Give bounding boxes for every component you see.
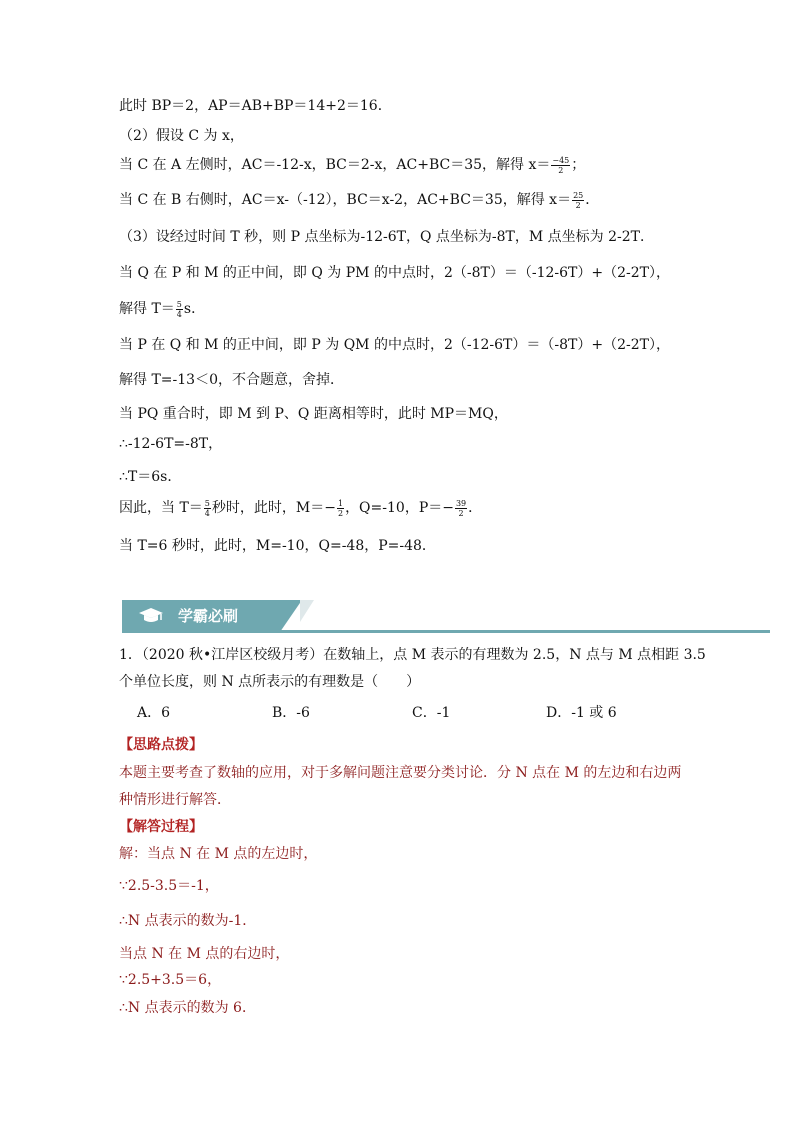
text: ； <box>571 157 586 173</box>
option-d: D．-1 或 6 <box>546 705 617 721</box>
text: 当 C 在 B 右侧时，AC＝x-（-12），BC＝x-2，AC+BC＝35，解得 x＝ <box>119 192 572 208</box>
prev-solution-line-6: 当 Q 在 P 和 M 的正中间，即 Q 为 PM 的中点时，2（-8T）＝（-12-6T）+（2-2T）， <box>119 265 670 281</box>
section-banner <box>122 600 772 634</box>
text: ． <box>585 192 600 208</box>
prev-solution-line-5: （3）设经过时间 T 秒，则 P 点坐标为-12-6T，Q 点坐标为-8T，M 点坐标为 2-2T． <box>119 229 655 245</box>
text: 因此，当 T＝ <box>119 500 203 516</box>
numerator: 39 <box>455 498 467 508</box>
text: 当 C 在 A 左侧时，AC＝-12-x，BC＝2-x，AC+BC＝35，解得 x＝ <box>119 157 551 173</box>
text: s． <box>183 301 206 317</box>
solution-line-3: ∴N 点表示的数为-1． <box>119 913 257 929</box>
graduation-cap-icon <box>138 607 164 629</box>
text: ． <box>468 500 483 516</box>
text: ，Q=-10，P＝− <box>345 500 454 516</box>
numerator: −45 <box>552 155 570 165</box>
prev-solution-line-8: 当 P 在 Q 和 M 的正中间，即 P 为 QM 的中点时，2（-12-6T）＝（-8T）+（2-2T）， <box>119 337 670 353</box>
text: 秒时，此时，M＝− <box>211 500 336 516</box>
numerator: 5 <box>204 498 210 508</box>
solution-heading: 【解答过程】 <box>119 819 203 835</box>
prev-solution-line-12: ∴T＝6s． <box>119 469 182 485</box>
analysis-heading: 【思路点拨】 <box>119 737 203 753</box>
option-c: C．-1 <box>412 705 451 721</box>
denominator: 2 <box>575 200 581 210</box>
fraction <box>551 156 570 175</box>
prev-solution-line-13 <box>119 498 482 518</box>
prev-solution-line-14: 当 T=6 秒时，此时，M=-10，Q=-48，P=-48． <box>119 538 436 554</box>
fraction <box>176 300 183 319</box>
numerator: 25 <box>573 190 584 200</box>
prev-solution-line-1: 此时 BP＝2，AP＝AB+BP＝14+2＝16． <box>119 98 392 114</box>
numerator: 1 <box>337 498 344 508</box>
fraction <box>455 499 467 518</box>
denominator: 2 <box>458 508 464 518</box>
text: 解得 T＝ <box>119 301 175 317</box>
analysis-line-1: 本题主要考查了数轴的应用，对于多解问题注意要分类讨论．分 N 点在 M 的左边和右边两 <box>119 765 682 781</box>
analysis-line-2: 种情形进行解答． <box>119 792 231 808</box>
prev-solution-line-10: 当 PQ 重合时，即 M 到 P、Q 距离相等时，此时 MP＝MQ， <box>119 406 508 422</box>
prev-solution-line-3 <box>119 155 585 175</box>
solution-line-2: ∵2.5-3.5＝-1， <box>119 878 219 894</box>
question-line-2: 个单位长度，则 N 点所表示的有理数是（ ） <box>119 674 421 690</box>
denominator: 2 <box>558 165 564 175</box>
prev-solution-line-11: ∴-12-6T=-8T， <box>119 436 223 452</box>
solution-line-1: 解：当点 N 在 M 点的左边时， <box>119 846 318 862</box>
prev-solution-line-4 <box>119 190 599 210</box>
option-b: B．-6 <box>272 705 310 721</box>
denominator: 2 <box>337 508 344 518</box>
solution-line-4: 当点 N 在 M 点的右边时， <box>119 946 290 962</box>
banner-slope <box>280 600 302 632</box>
denominator: 4 <box>176 309 182 319</box>
banner-title: 学霸必刷 <box>178 607 239 625</box>
prev-solution-line-2: （2）假设 C 为 x， <box>119 128 244 144</box>
prev-solution-line-9: 解得 T=-13＜0，不合题意，舍掉． <box>119 372 344 388</box>
option-a: A．6 <box>137 705 171 721</box>
numerator: 5 <box>176 299 182 309</box>
fraction <box>572 191 584 210</box>
solution-line-6: ∴N 点表示的数为 6． <box>119 1000 256 1016</box>
solution-line-5: ∵2.5+3.5＝6， <box>119 972 222 988</box>
denominator: 4 <box>204 508 210 518</box>
prev-solution-line-7 <box>119 299 205 319</box>
fraction <box>337 499 344 518</box>
fraction <box>204 499 211 518</box>
banner-rule <box>122 630 770 633</box>
question-line-1: 1．（2020 秋•江岸区校级月考）在数轴上，点 M 表示的有理数为 2.5，N 点与 M 点相距 3.5 <box>119 647 706 663</box>
banner-slope-accent <box>300 600 314 622</box>
